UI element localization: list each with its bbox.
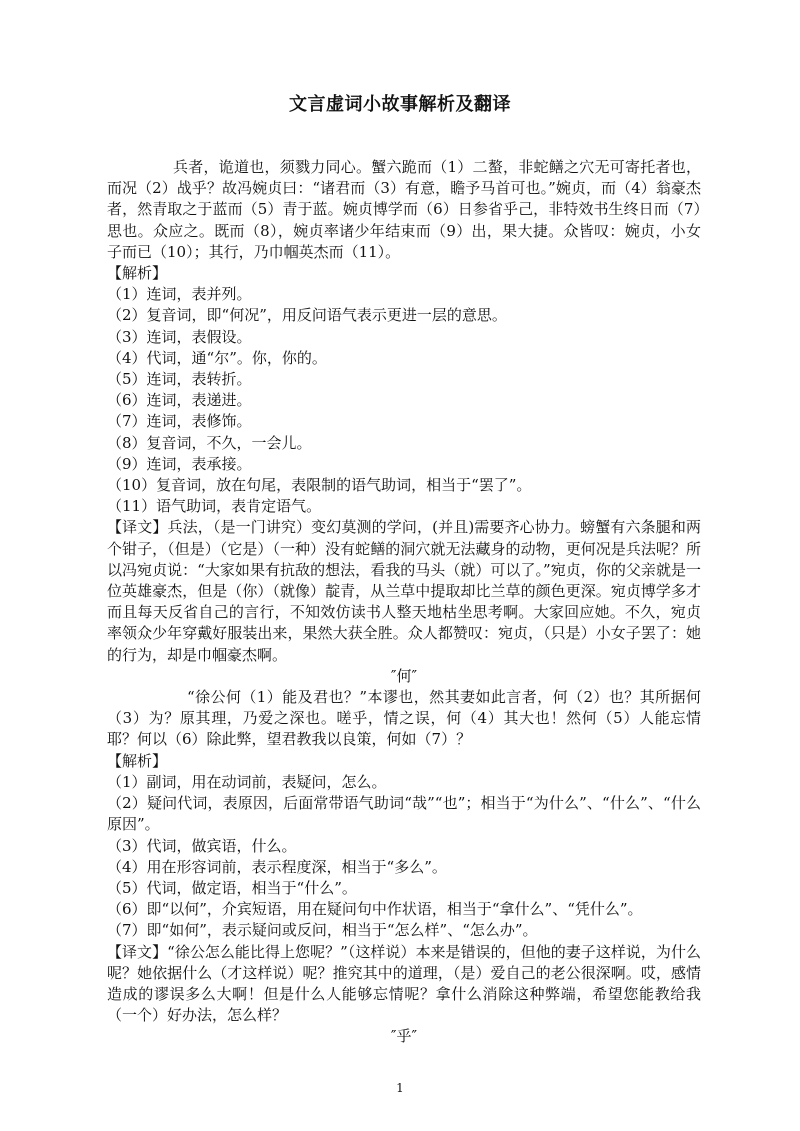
analysis-header-he: 【解析】 [107,751,168,770]
analysis-item-er-6: （6）连词，表递进。 [107,391,252,410]
translation-label-er: 【译文】 [107,518,168,537]
translation-label-he: 【译文】 [107,942,168,961]
analysis-item-he-7: （7）即“如何”，表示疑问或反问，相当于“怎么样”、“怎么办”。 [107,921,538,940]
analysis-item-er-1: （1）连词，表并列。 [107,285,252,304]
analysis-item-he-1: （1）副词，用在动词前，表疑问，怎么。 [107,772,387,791]
analysis-item-er-10: （10）复音词，放在句尾，表限制的语气助词，相当于“罢了”。 [107,476,532,495]
translation-text-he: “徐公怎么能比得上您呢？”（这样说）本来是错误的，但他的妻子这样说，为什么呢？她依据什么（才这样说）呢？推究其中的道理，（是）爱自己的老公很深啊。哎，感情造成的谬误多么大啊！但是什么人能够忘情呢？拿什么消除这种弊端，希望您能教给我（一个）好办法，怎么样？ [107,942,701,1025]
section-heading-hu: ″乎″ [390,1027,418,1046]
story-paragraph-he: “徐公何（1）能及君也？”本谬也，然其妻如此言者，何（2）也？其所据何（3）为？原其理，乃爱之深也。嗟乎，情之误，何（4）其大也！然何（5）人能忘情耶？何以（6）除此弊，望君教我以良策，何如（7）？ [107,688,701,749]
analysis-item-er-8: （8）复音词，不久，一会儿。 [107,433,312,452]
analysis-item-he-3: （3）代词，做宾语，什么。 [107,836,297,855]
analysis-header-er: 【解析】 [107,264,168,283]
analysis-item-he-6: （6）即“以何”，介宾短语，用在疑问句中作状语，相当于“拿什么”、“凭什么”。 [107,900,643,919]
analysis-item-er-9: （9）连词，表承接。 [107,454,252,473]
analysis-item-er-5: （5）连词，表转折。 [107,370,252,389]
analysis-item-er-7: （7）连词，表修饰。 [107,412,252,431]
analysis-item-he-2: （2）疑问代词，表原因，后面常带语气助词“哉”“也”；相当于“为什么”、“什么”、“什么原因”。 [107,794,701,834]
analysis-item-he-5: （5）代词，做定语，相当于“什么”。 [107,878,357,897]
translation-text-er: 兵法，（是一门讲究）变幻莫测的学问，(并且)需要齐心协力。螃蟹有六条腿和两个钳子，（但是）（它是）（一种）没有蛇鳝的洞穴就无法藏身的动物，更何况是兵法呢？所以冯宛贞说：“大家如果有抗敌的想法，看我的马头（就）可以了。”宛贞，你的父亲就是一位英雄豪杰，但是（你）（就像）靛青，从兰草中提取却比兰草的颜色更深。宛贞博学多才而且每天反省自己的言行，不知效仿读书人整天地枯坐思考啊。大家回应她。不久，宛贞率领众少年穿戴好服装出来，果然大获全胜。众人都赞叹：宛贞，（只是）小女子罢了：她的行为，却是巾帼豪杰啊。 [107,518,701,664]
analysis-item-er-11: （11）语气助词，表肯定语气。 [107,497,322,516]
document-body [107,157,701,1048]
translation-paragraph-er [107,517,701,665]
analysis-item-he-4: （4）用在形容词前，表示程度深，相当于“多么”。 [107,857,447,876]
section-heading-he: ″何″ [390,666,418,685]
page-title: 文言虚词小故事解析及翻译 [289,94,511,115]
analysis-item-er-4: （4）代词，通“尔”。你，你的。 [107,348,327,367]
story-paragraph-er: 兵者，诡道也，须戮力同心。蟹六跪而（1）二螯，非蛇鳝之穴无可寄托者也，而况（2）战乎？故冯婉贞曰：“诸君而（3）有意，瞻予马首可也。”婉贞，而（4）翁豪杰者，然青取之于蓝而（5）青于蓝。婉贞博学而（6）日参省乎己，非特效书生终日而（7）思也。众应之。既而（8），婉贞率诸少年结束而（9）出，果大捷。众皆叹：婉贞，小女子而已（10）；其行，乃巾帼英杰而（11）。 [107,158,701,261]
analysis-item-er-3: （3）连词，表假设。 [107,327,252,346]
analysis-item-er-2: （2）复音词，即“何况”，用反问语气表示更进一层的意思。 [107,306,507,325]
page-number: 1 [396,1081,404,1095]
translation-paragraph-he [107,942,701,1027]
